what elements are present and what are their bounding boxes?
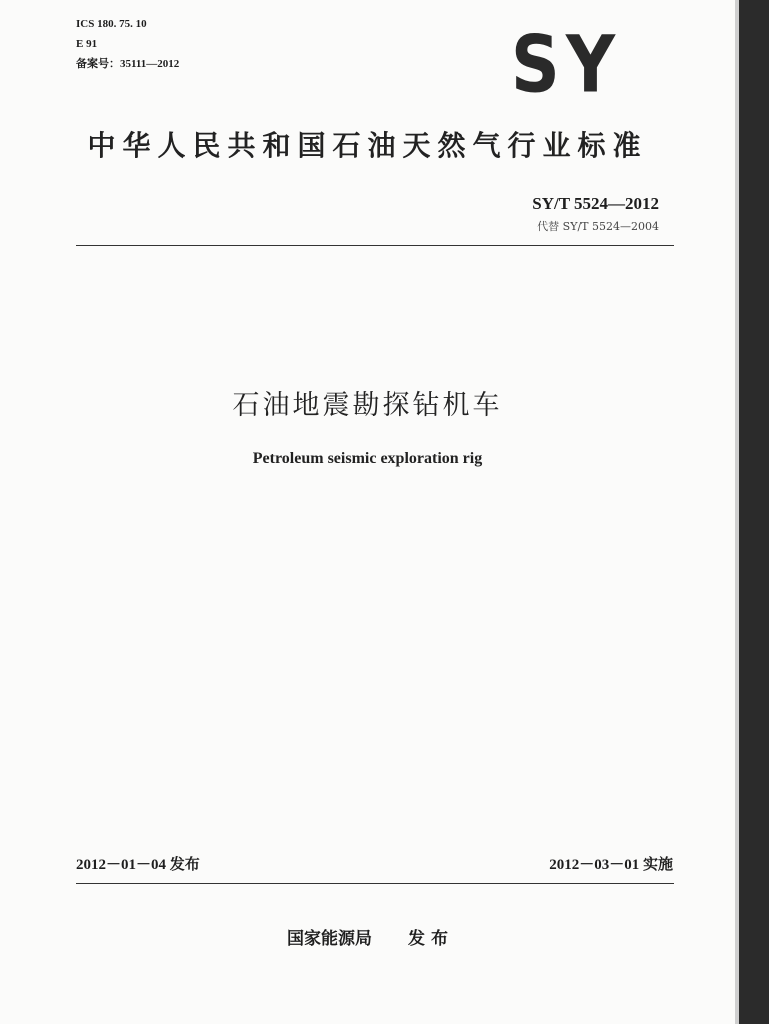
top-divider xyxy=(76,245,674,246)
publisher-name: 国家能源局 xyxy=(287,929,373,949)
ics-code: ICS 180. 75. 10 xyxy=(76,18,147,30)
bottom-divider xyxy=(76,883,674,884)
document-title-zh: 石油地震勘探钻机车 xyxy=(232,390,503,421)
standard-number: SY/T 5524—2012 xyxy=(532,194,659,213)
replaces-standard: 代替 SY/T 5524—2004 xyxy=(537,220,659,233)
sy-logo: SY xyxy=(510,20,622,111)
scan-shadow-edge xyxy=(739,0,769,1024)
document-title-en: Petroleum seismic exploration rig xyxy=(252,450,483,467)
record-number: 备案号：35111—2012 xyxy=(76,58,180,70)
issue-date: 2012－01－04 发布 xyxy=(76,857,200,873)
ccs-code: E 91 xyxy=(76,38,98,50)
implementation-date: 2012－03－01 实施 xyxy=(549,857,673,873)
publisher-line xyxy=(0,924,735,949)
classification-block xyxy=(76,14,179,74)
publisher-action: 发 布 xyxy=(408,929,448,949)
scan-shadow-inner xyxy=(735,0,739,1024)
standard-category-title: 中华人民共和国石油天然气行业标准 xyxy=(87,129,648,162)
